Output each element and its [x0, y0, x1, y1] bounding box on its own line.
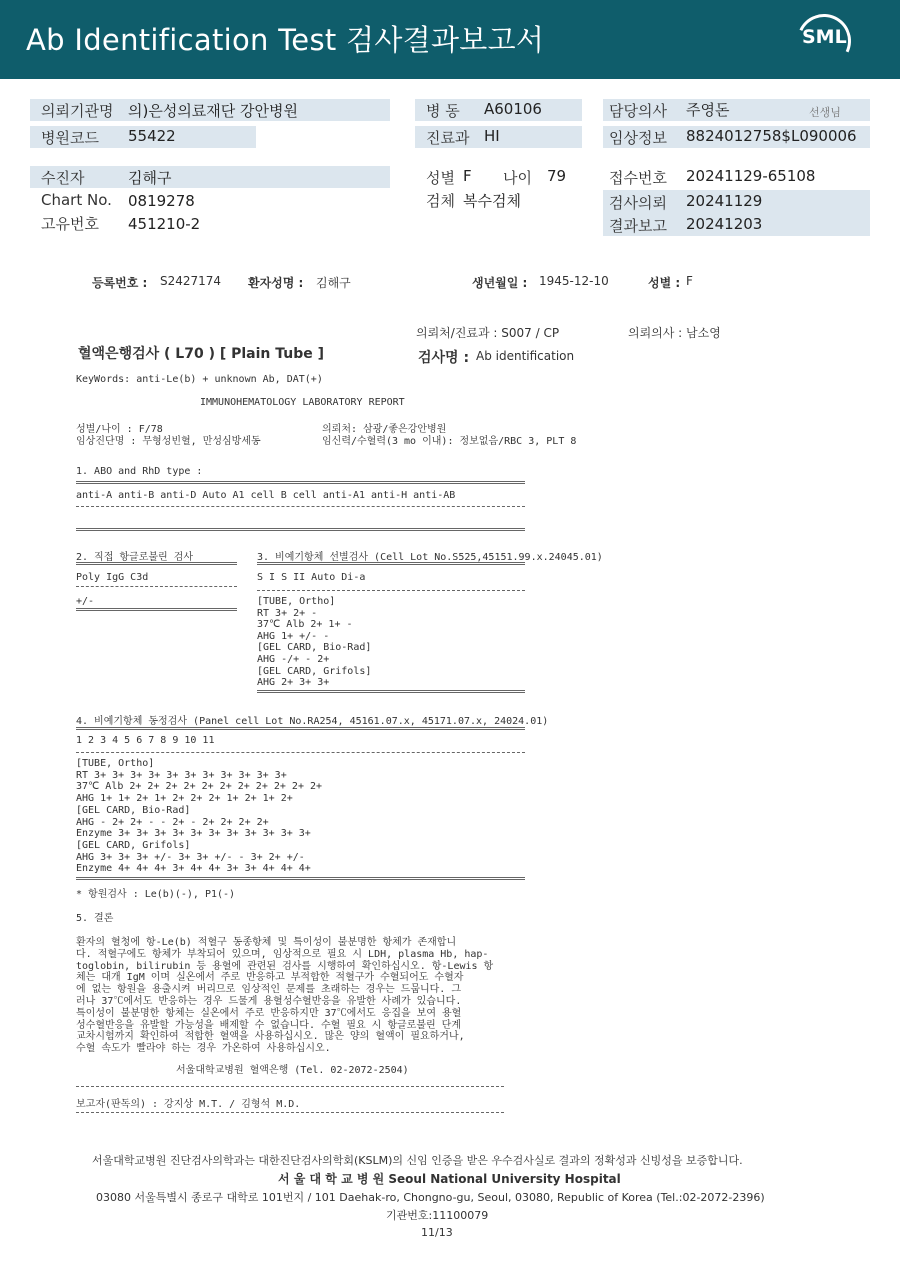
- client-line: 의뢰처: 삼광/좋은강안병원: [322, 424, 447, 435]
- divider: [76, 506, 525, 507]
- dept-value: HI: [484, 127, 500, 145]
- section4-row: Enzyme 3+ 3+ 3+ 3+ 3+ 3+ 3+ 3+ 3+ 3+ 3+: [76, 828, 311, 840]
- blood-bank-line: 서울대학교병원 혈액은행 (Tel. 02-2072-2504): [176, 1065, 409, 1076]
- scan-sex-label: 성별 :: [648, 276, 681, 290]
- section3-title: 3. 비예기항체 선별검사 (Cell Lot No.S525,45151.99.x.24045.01): [257, 552, 603, 563]
- section5-title: 5. 결론: [76, 913, 114, 924]
- name-label: 환자성명 :: [248, 276, 304, 290]
- section1-columns: anti-A anti-B anti-D Auto A1 cell B cell anti-A1 anti-H anti-AB: [76, 490, 456, 501]
- divider: [257, 562, 525, 565]
- req-date-label: 검사의뢰: [609, 194, 667, 212]
- conclusion-line: 환자의 혈청에 항-Le(b) 적혈구 동종항체 및 특이성이 불분명한 항체가 존재합니: [76, 937, 457, 948]
- sml-logo: [797, 14, 851, 64]
- section4-row: AHG - 2+ 2+ - - 2+ - 2+ 2+ 2+ 2+: [76, 816, 269, 828]
- divider: [257, 690, 525, 693]
- sex-label: 성별: [426, 169, 455, 187]
- req-org-label: 의뢰기관명: [41, 102, 114, 120]
- result-date-value: 20241203: [686, 215, 763, 233]
- dob-value: 1945-12-10: [539, 274, 609, 288]
- section4-row: [GEL CARD, Grifols]: [76, 839, 191, 851]
- section3-row: [GEL CARD, Bio-Rad]: [257, 642, 372, 654]
- org-number: 기관번호:11100079: [386, 1209, 489, 1222]
- section3-row: AHG -/+ - 2+: [257, 654, 330, 665]
- section2-title: 2. 직접 항글로불린 검사: [76, 552, 194, 563]
- divider: [76, 481, 525, 484]
- section4-row: Enzyme 4+ 4+ 4+ 3+ 4+ 4+ 3+ 3+ 4+ 4+ 4+: [76, 863, 311, 875]
- scan-sex-value: F: [686, 274, 693, 288]
- divider: [76, 586, 237, 587]
- conclusion-line: 체는 대개 IgM 이며 실온에서 주로 반응하고 부적합한 적혈구가 수혈되어도 수혈자: [76, 972, 464, 984]
- clinical-label: 임상정보: [609, 129, 667, 147]
- req-date-value: 20241129: [686, 192, 763, 210]
- report-title: Ab Identification Test 검사결과보고서: [26, 23, 545, 57]
- ward-value: A60106: [484, 100, 542, 118]
- uid-value: 451210-2: [128, 215, 201, 233]
- receipt-value: 20241129-65108: [686, 167, 816, 185]
- divider: [76, 562, 237, 565]
- age-label: 나이: [503, 169, 532, 187]
- section2-columns: Poly IgG C3d: [76, 572, 149, 583]
- divider: [76, 1086, 504, 1087]
- chart-value: 0819278: [128, 192, 195, 210]
- clinical-value: 8824012758$L090006: [686, 127, 857, 145]
- section4-row: [GEL CARD, Bio-Rad]: [76, 804, 191, 816]
- req-org-value: 의)은성의료재단 강안병원: [128, 102, 299, 120]
- patient-value: 김해구: [128, 169, 172, 187]
- section1-title: 1. ABO and RhD type :: [76, 466, 203, 477]
- logo-text: SML: [802, 26, 847, 48]
- hospital-name: 서 울 대 학 교 병 원 Seoul National University Hospital: [278, 1172, 621, 1186]
- diagnosis-line: 임상진단명 : 무형성빈혈, 만성심방세동: [76, 436, 261, 447]
- hosp-code-value: 55422: [128, 127, 176, 145]
- section3-row: RT 3+ 2+ -: [257, 607, 318, 619]
- section3-row: [TUBE, Ortho]: [257, 596, 336, 607]
- section4-row: RT 3+ 3+ 3+ 3+ 3+ 3+ 3+ 3+ 3+ 3+ 3+: [76, 769, 287, 781]
- section4-columns: 1 2 3 4 5 6 7 8 9 10 11: [76, 735, 215, 746]
- test-name-value: Ab identification: [476, 349, 575, 363]
- section4-title: 4. 비예기항체 동정검사 (Panel cell Lot No.RA254, 45161.07.x, 45171.07.x, 24024.01): [76, 716, 549, 727]
- divider: [76, 877, 525, 880]
- reporter-line: 보고자(판독의) : 강지상 M.T. / 김형석 M.D.: [76, 1099, 301, 1110]
- result-date-label: 결과보고: [609, 217, 667, 235]
- conclusion-line: 특이성이 불분명한 항체는 실온에서 주로 반응하지만 37℃에서도 응집을 보여 용혈: [76, 1007, 462, 1019]
- hosp-code-label: 병원코드: [41, 129, 99, 147]
- divider: [76, 528, 525, 531]
- reg-label: 등록번호 :: [92, 276, 148, 290]
- conclusion-line: 다. 적혈구에도 항체가 부착되어 있으며, 임상적으로 필요 시 LDH, plasma Hb, hap-: [76, 948, 489, 960]
- pregnancy-line: 임신력/수혈력(3 mo 이내): 정보없음/RBC 3, PLT 8: [322, 436, 577, 447]
- antigen-line: * 항원검사 : Le(b)(-), P1(-): [76, 889, 236, 900]
- chart-label: Chart No.: [41, 191, 112, 209]
- section3-row: [GEL CARD, Grifols]: [257, 665, 372, 677]
- divider: [257, 590, 525, 591]
- address-text: 03080 서울특별시 종로구 대학로 101번지 / 101 Daehak-ro, Chongno-gu, Seoul, 03080, Republic of Korea (Tel.:02-2072-2396): [96, 1191, 765, 1204]
- conclusion-line: 성수혈반응을 유발할 가능성을 배제할 수 없습니다. 수혈 필요 시 항글로불린 단계: [76, 1019, 462, 1031]
- section2-value: +/-: [76, 596, 95, 607]
- ward-label: 병 동: [426, 102, 460, 120]
- uid-label: 고유번호: [41, 215, 99, 233]
- report-header: [0, 0, 900, 79]
- conclusion-line: toglobin, bilirubin 등 용혈에 관련된 검사를 시행하여 확인하십시오. 항-Lewis 항: [76, 960, 494, 972]
- dept-label: 진료과: [426, 129, 470, 147]
- reg-value: S2427174: [160, 274, 222, 288]
- dept-line: 의뢰처/진료과 : S007 / CP: [416, 326, 560, 340]
- section3-row: AHG 2+ 3+ 3+: [257, 677, 330, 689]
- age-value: 79: [547, 167, 567, 185]
- sex-value: F: [463, 167, 472, 185]
- conclusion-line: 에 없는 항원을 용출시켜 버리므로 임상적인 문제를 초래하는 경우는 드뭅니다. 그: [76, 984, 462, 996]
- test-name-label: 검사명 :: [418, 350, 470, 366]
- patient-label: 수진자: [41, 169, 85, 187]
- keywords: KeyWords: anti-Le(b) + unknown Ab, DAT(+): [76, 374, 323, 385]
- divider: [76, 1112, 504, 1113]
- dob-label: 생년월일 :: [472, 276, 528, 290]
- name-value: 김해구: [316, 276, 351, 290]
- divider: [76, 608, 237, 611]
- conclusion-line: 러나 37℃에서도 반응하는 경우 드물게 용혈성수혈반응을 유발한 사례가 있습니다.: [76, 996, 462, 1007]
- section4-row: AHG 1+ 1+ 2+ 1+ 2+ 2+ 2+ 1+ 2+ 1+ 2+: [76, 793, 293, 805]
- section3-columns: S I S II Auto Di-a: [257, 572, 366, 583]
- section4-row: [TUBE, Ortho]: [76, 758, 155, 769]
- doctor-value: 주영돈: [686, 101, 730, 119]
- divider: [76, 727, 525, 730]
- section4-row: AHG 3+ 3+ 3+ +/- 3+ 3+ +/- - 3+ 2+ +/-: [76, 851, 305, 863]
- lab-title: IMMUNOHEMATOLOGY LABORATORY REPORT: [200, 397, 405, 408]
- specimen-label: 검체: [426, 192, 455, 210]
- conclusion-line: 수혈 속도가 빨라야 하는 경우 가온하여 사용하십시오.: [76, 1043, 331, 1055]
- receipt-label: 접수번호: [609, 169, 667, 187]
- section3-row: 37℃ Alb 2+ 1+ -: [257, 619, 353, 631]
- divider: [76, 752, 525, 753]
- section3-row: AHG 1+ +/- -: [257, 630, 330, 642]
- section4-row: 37℃ Alb 2+ 2+ 2+ 2+ 2+ 2+ 2+ 2+ 2+ 2+ 2+: [76, 781, 323, 793]
- sex-age-line: 성별/나이 : F/78: [76, 424, 163, 435]
- page-number: 11/13: [421, 1226, 453, 1239]
- specimen-value: 복수검체: [463, 192, 521, 210]
- doctor-label: 담당의사: [609, 102, 667, 120]
- doctor-line: 의뢰의사 : 남소영: [628, 326, 721, 340]
- test-title: 혈액은행검사 ( L70 ) [ Plain Tube ]: [78, 346, 325, 362]
- doctor-suffix: 선생님: [809, 106, 841, 119]
- conclusion-line: 교차시험까지 확인하여 적합한 혈액을 사용하십시오. 많은 양의 혈액이 필요하거나,: [76, 1031, 465, 1043]
- certification-text: 서울대학교병원 진단검사의학과는 대한진단검사의학회(KSLM)의 신임 인증을 받은 우수검사실로 결과의 정확성과 신빙성을 보증합니다.: [92, 1154, 743, 1167]
